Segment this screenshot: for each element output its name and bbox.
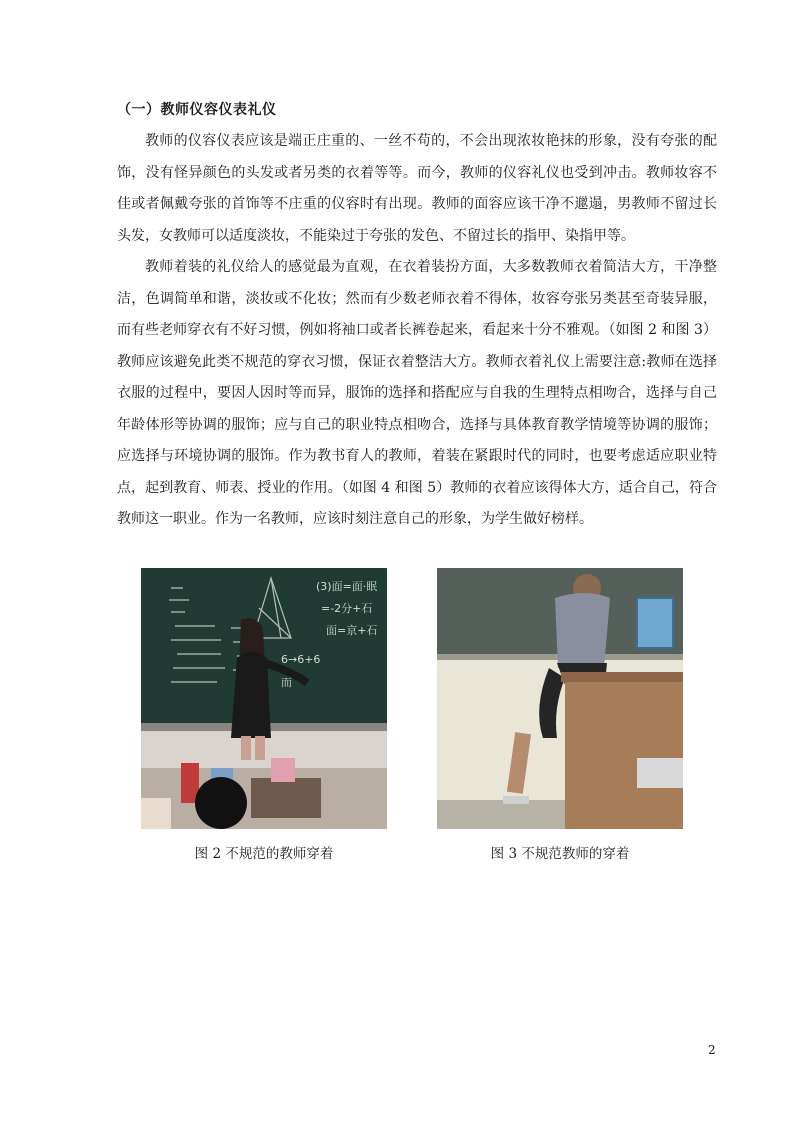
- board-text-5: 而: [281, 676, 292, 689]
- board-text-4: 6→6+6: [281, 653, 321, 666]
- board-text-1: (3)面=面·眠: [316, 580, 378, 593]
- figure-2-photo: [141, 568, 387, 829]
- figure-2-caption: 图 2 不规范的教师穿着: [194, 846, 334, 862]
- figure-3-photo: [437, 568, 683, 829]
- figure-3-caption: 图 3 不规范教师的穿着: [490, 846, 630, 862]
- board-text-3: 面=京+石: [326, 624, 378, 637]
- paragraph-attire: 教师着装的礼仪给人的感觉最为直观，在衣着装扮方面，大多数教师衣着简洁大方，干净整洁，色调简单和谐，淡妆或不化妆；然而有少数老师衣着不得体，妆容夸张另类甚至奇装异服，而有些老师穿衣有不好习惯，例如将袖口或者长裤卷起来，看起来十分不雅观。（如图 2 和图 3）教师应该避免此类不规范的穿衣习惯，保证衣着整洁大方。教师衣着礼仪上需要注意:教师在选择衣服的过程中，要因人因时等而异，服饰的选择和搭配应与自我的生理特点相吻合，选择与自己年龄体形等协调的服饰；应与自己的职业特点相吻合，选择与具体教育教学情境等协调的服饰；应选择与环境协调的服饰。作为教书育人的教师，着装在紧跟时代的同时，也要考虑适应职业特点，起到教育、师表、授业的作用。（如图 4 和图 5）教师的衣着应该得体大方，适合自己，符合教师这一职业。作为一名教师，应该时刻注意自己的形象，为学生做好榜样。: [117, 259, 717, 527]
- page-number: 2: [708, 1043, 716, 1057]
- board-text-2: =-2分+石: [321, 602, 373, 615]
- paragraph-appearance: 教师的仪容仪表应该是端正庄重的、一丝不苟的，不会出现浓妆艳抹的形象，没有夸张的配饰，没有怪异颜色的头发或者另类的衣着等等。而今，教师的仪容礼仪也受到冲击。教师妆容不佳或者佩戴夸张的首饰等不庄重的仪容时有出现。教师的面容应该干净不邋遢，男教师不留过长头发，女教师可以适度淡妆，不能染过于夸张的发色、不留过长的指甲、染指甲等。: [117, 133, 717, 244]
- section-heading: （一）教师仪容仪表礼仪: [117, 102, 277, 118]
